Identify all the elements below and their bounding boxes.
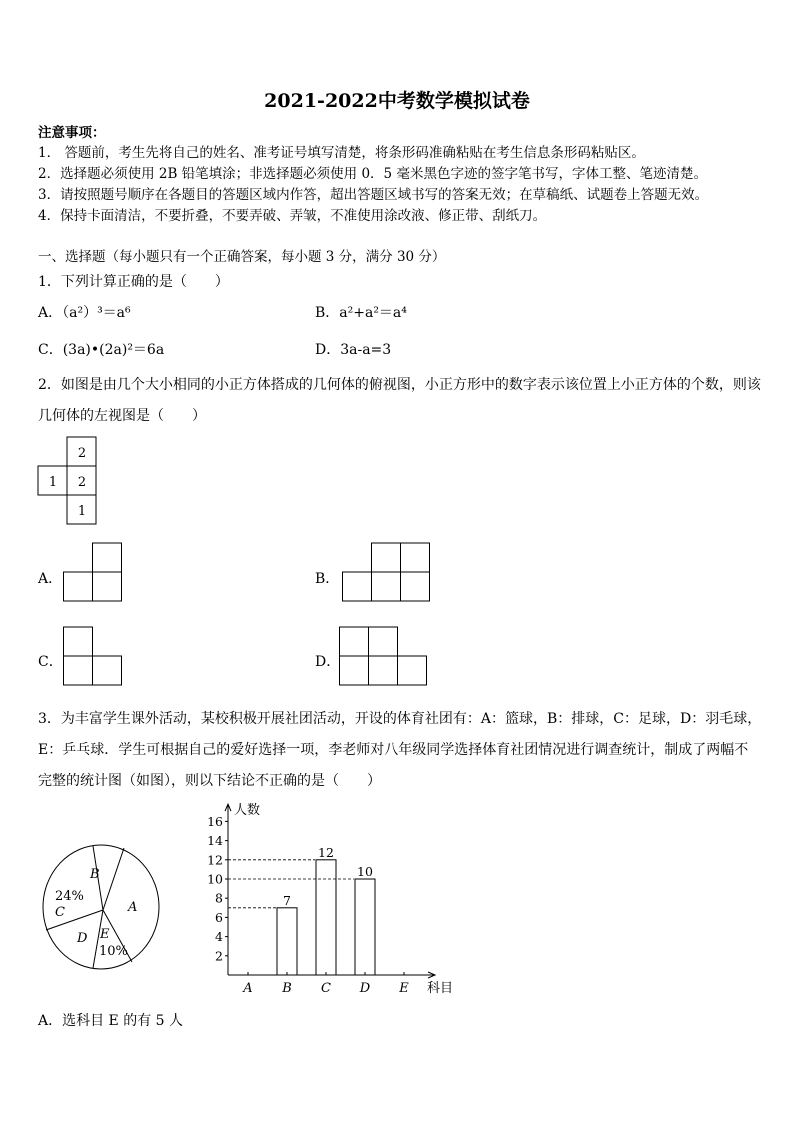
y-tick-label: 4 xyxy=(215,929,223,945)
q3-stem-line2: E：乒乓球．学生可根据自己的爱好选择一项，李老师对八年级同学选择体育社团情况进行调查统计，制成了两幅不 xyxy=(38,742,749,758)
x-tick-label: C xyxy=(321,981,331,996)
section-heading: 一、选择题（每小题只有一个正确答案，每小题 3 分，满分 30 分） xyxy=(38,249,446,265)
q2-option-d-label: D． xyxy=(315,654,341,670)
q1-option-d: D．3a-a=3 xyxy=(315,342,392,358)
notice-item: 4．保持卡面清洁，不要折叠，不要弄破、弄皱，不准使用涂改液、修正带、刮纸刀。 xyxy=(38,208,547,224)
notice-item: 2．选择题必须使用 2B 铅笔填涂；非选择题必须使用 0．5 毫米黑色字迹的签字笔书写，字体工整、笔迹清楚。 xyxy=(38,166,707,182)
notice-heading: 注意事项： xyxy=(38,125,106,141)
q2-option-b-label: B． xyxy=(315,571,340,587)
q2-option-c-figure xyxy=(62,626,124,688)
q2-option-b-figure xyxy=(341,542,433,604)
bar-data-label: 10 xyxy=(357,864,373,879)
y-tick-label: 2 xyxy=(215,948,223,964)
y-tick-label: 10 xyxy=(207,871,223,887)
y-tick-label: 8 xyxy=(215,890,223,906)
x-tick-label: B xyxy=(282,981,292,996)
y-tick-label: 12 xyxy=(207,852,223,868)
q1-option-c: C．(3a)•(2a)²＝6a xyxy=(38,342,165,358)
pie-percent-e: 10% xyxy=(99,944,128,959)
x-tick-label: E xyxy=(399,981,409,996)
x-tick-label: A xyxy=(243,981,253,996)
q2-option-d-figure xyxy=(338,626,430,688)
x-axis-label: 科目 xyxy=(427,981,454,996)
pie-chart xyxy=(36,838,166,974)
q2-stem-line2: 几何体的左视图是（ ） xyxy=(38,408,206,424)
grid-number: 2 xyxy=(77,446,87,461)
notice-item: 3．请按照题号顺序在各题目的答题区域内作答，超出答题区域书写的答案无效；在草稿纸、试题卷上答题无效。 xyxy=(38,187,709,203)
grid-number: 2 xyxy=(77,475,87,490)
y-tick-label: 16 xyxy=(207,813,223,829)
pie-label-d: D xyxy=(77,931,88,946)
bar-data-label: 7 xyxy=(283,892,291,908)
y-tick-label: 6 xyxy=(215,909,223,925)
q3-stem-line1: 3．为丰富学生课外活动，某校积极开展社团活动，开设的体育社团有：A：篮球，B：排球，C：足球，D：羽毛球， xyxy=(38,711,762,727)
q3-stem-line3: 完整的统计图（如图），则以下结论不正确的是（ ） xyxy=(38,773,381,789)
grid-number: 1 xyxy=(77,504,87,519)
q2-option-a-label: A． xyxy=(38,571,63,587)
notice-item: 1． 答题前，考生先将自己的姓名、准考证号填写清楚，将条形码准确粘贴在考生信息条形码粘贴区。 xyxy=(38,145,645,161)
pie-label-b: B xyxy=(90,867,100,882)
y-axis-label: 人数 xyxy=(234,803,261,819)
q1-option-b: B．a²+a²＝a⁴ xyxy=(315,305,407,321)
q2-top-view-grid xyxy=(36,436,100,526)
q2-option-c-label: C． xyxy=(38,654,63,670)
x-tick-label: D xyxy=(359,981,371,996)
page-title: 2021-2022中考数学模拟试卷 xyxy=(264,90,530,112)
grid-number: 1 xyxy=(48,475,58,490)
q1-option-a: A．（a²）³＝a⁶ xyxy=(38,305,131,321)
q2-option-a-figure xyxy=(62,542,124,604)
q1-stem: 1．下列计算正确的是（ ） xyxy=(38,274,229,290)
pie-percent-c: 24% xyxy=(55,889,84,904)
pie-label-e: E xyxy=(100,927,110,942)
q2-stem-line1: 2．如图是由几个大小相同的小正方体搭成的几何体的俯视图，小正方形中的数字表示该位置上小正方体的个数，则该 xyxy=(38,377,761,393)
q3-option-a: A．选科目 E 的有 5 人 xyxy=(38,1013,184,1029)
pie-label-c: C xyxy=(55,905,65,920)
bar-chart xyxy=(196,798,458,998)
bar-c xyxy=(316,860,336,975)
bar-b xyxy=(277,908,297,975)
bar-d xyxy=(355,879,375,975)
pie-slice-divider xyxy=(103,848,124,910)
bar-data-label: 12 xyxy=(318,844,334,860)
pie-label-a: A xyxy=(128,900,138,915)
y-tick-label: 14 xyxy=(207,833,223,849)
